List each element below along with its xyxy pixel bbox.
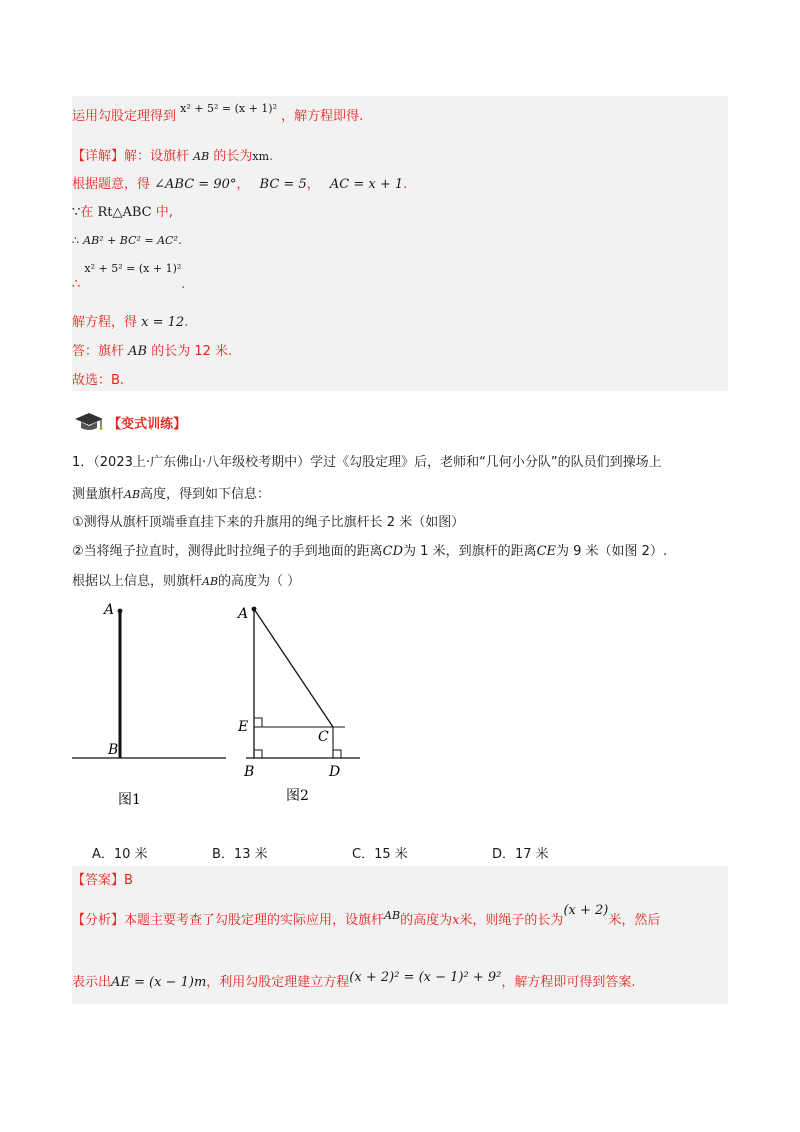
fig2-label-e: E <box>238 719 249 735</box>
option-a[interactable]: A．10 米 <box>92 847 148 862</box>
analysis-tag: 【分析】 <box>72 913 125 928</box>
problem-text-1: 1．（2023上·广东佛山·八年级校考期中）学过《勾股定理》后，老师和“几何小分队”的队员们到操场上 <box>72 455 662 470</box>
section-title: 【变式训练】 <box>108 417 187 432</box>
problem-line-4 <box>72 543 667 561</box>
problem-text-5b: 的高度为（ ） <box>218 574 301 589</box>
therefore-equation-2: x² + 5² = (x + 1)² <box>84 262 182 275</box>
analysis-text-2a: 表示出 <box>72 975 112 990</box>
answer-line <box>72 343 232 361</box>
fig2-label-a: A <box>238 606 249 622</box>
therefore-line-2: ∴ x² + 5² = (x + 1)². <box>72 262 186 292</box>
analysis-line-1 <box>72 903 661 930</box>
problem-var-ce: CE <box>536 544 557 559</box>
fig2-label-c: C <box>318 729 329 745</box>
problem-line-5 <box>72 573 300 591</box>
analysis-rope-length: (x + 2) <box>563 903 609 918</box>
answer-var: AB <box>128 344 148 359</box>
therefore-line-1: ∴ AB² + BC² = AC². <box>72 233 183 248</box>
problem-line-2 <box>72 486 270 504</box>
figure-1 <box>70 596 230 812</box>
detail-mid: 的长为 <box>213 149 253 164</box>
method-text: 运用勾股定理得到 <box>72 109 177 124</box>
solve-equation: x = 12 <box>141 315 185 330</box>
fig1-label-a: A <box>104 602 115 618</box>
answer-key-line <box>72 872 133 890</box>
fig1-label-b: B <box>108 742 119 758</box>
answer-end: 的长为 12 米. <box>151 344 233 359</box>
detail-line <box>72 148 273 166</box>
figure-2 <box>232 596 372 812</box>
condition-line: 根据题意，得 ∠ABC = 90°， BC = 5， AC = x + 1. <box>72 177 408 192</box>
detail-tag: 【详解】 <box>72 149 125 164</box>
condition-text: 根据题意，得 <box>72 177 151 192</box>
method-line <box>72 102 364 126</box>
fig2-label-b: B <box>244 764 255 780</box>
analysis-text-1d: 米，然后 <box>608 913 661 928</box>
choice-text: 故选：B. <box>72 373 125 388</box>
condition-ac: AC = x + 1 <box>329 177 404 192</box>
therefore-symbol-2: ∴ <box>72 277 81 292</box>
solve-text: 解方程，得 <box>72 315 138 330</box>
problem-text-4b: 为 1 米，到旗杆的距离 <box>403 544 537 559</box>
analysis-var-ab: AB <box>384 909 401 922</box>
fig2-caption: 图2 <box>286 788 309 804</box>
detail-text: 解：设旗杆 <box>124 149 190 164</box>
section-header <box>74 412 186 438</box>
problem-var-cd: CD <box>382 544 404 559</box>
problem-text-2b: 高度，得到如下信息： <box>140 487 271 502</box>
because-symbol: ∵ <box>72 205 81 220</box>
choice-line <box>72 372 124 390</box>
problem-var-ab-2: AB <box>202 575 219 588</box>
solve-line: 解方程，得 x = 12. <box>72 315 189 330</box>
answer-text: 答：旗杆 <box>72 344 125 359</box>
condition-bc: BC = 5 <box>259 177 307 192</box>
answer-tag: 【答案】 <box>72 873 125 888</box>
analysis-text-2b: ，利用勾股定理建立方程 <box>206 975 350 990</box>
detail-var: AB <box>193 150 210 163</box>
fig1-caption: 图1 <box>118 792 141 808</box>
analysis-text-1c: 米，则绳子的长为 <box>459 913 564 928</box>
analysis-text-1b: 的高度为 <box>400 913 453 928</box>
option-d[interactable]: D．17 米 <box>492 847 549 862</box>
problem-var-ab: AB <box>124 488 141 501</box>
method-equation: x² + 5² = (x + 1)² <box>180 102 278 115</box>
analysis-ae-expr: AE = (x − 1)m <box>111 975 207 990</box>
analysis-line-2 <box>72 970 636 992</box>
problem-text-5a: 根据以上信息，则旗杆 <box>72 574 203 589</box>
fig2-label-d: D <box>329 764 341 780</box>
answer-value: B <box>124 873 133 888</box>
detail-unit: xm <box>252 150 269 163</box>
problem-line-3 <box>72 514 464 532</box>
analysis-text-2c: ，解方程即可得到答案. <box>501 975 636 990</box>
method-end: ，解方程即得. <box>281 109 364 124</box>
option-c[interactable]: C．15 米 <box>352 847 408 862</box>
option-b[interactable]: B．13 米 <box>212 847 268 862</box>
problem-line-1 <box>72 454 662 472</box>
therefore-equation-1: AB² + BC² = AC² <box>83 234 178 247</box>
analysis-var-x: x <box>452 913 460 928</box>
detail-end: . <box>269 149 274 164</box>
analysis-equation: (x + 2)² = (x − 1)² + 9² <box>349 970 502 985</box>
problem-text-4c: 为 9 米（如图 2）. <box>556 544 668 559</box>
condition-angle: ∠ABC = 90° <box>154 177 237 192</box>
problem-text-2a: 测量旗杆 <box>72 487 125 502</box>
therefore-symbol-1: ∴ <box>72 234 79 247</box>
because-triangle: Rt△ABC <box>97 205 152 220</box>
because-end: 中, <box>155 205 173 220</box>
problem-text-3: ①测得从旗杆顶端垂直挂下来的升旗用的绳子比旗杆长 2 米（如图） <box>72 515 465 530</box>
graduation-cap-icon <box>74 412 104 438</box>
because-line <box>72 204 173 222</box>
analysis-text-1: 本题主要考查了勾股定理的实际应用，设旗杆 <box>124 913 385 928</box>
problem-text-4a: ②当将绳子拉直时，测得此时拉绳子的手到地面的距离 <box>72 544 383 559</box>
because-text: 在 <box>80 205 94 220</box>
